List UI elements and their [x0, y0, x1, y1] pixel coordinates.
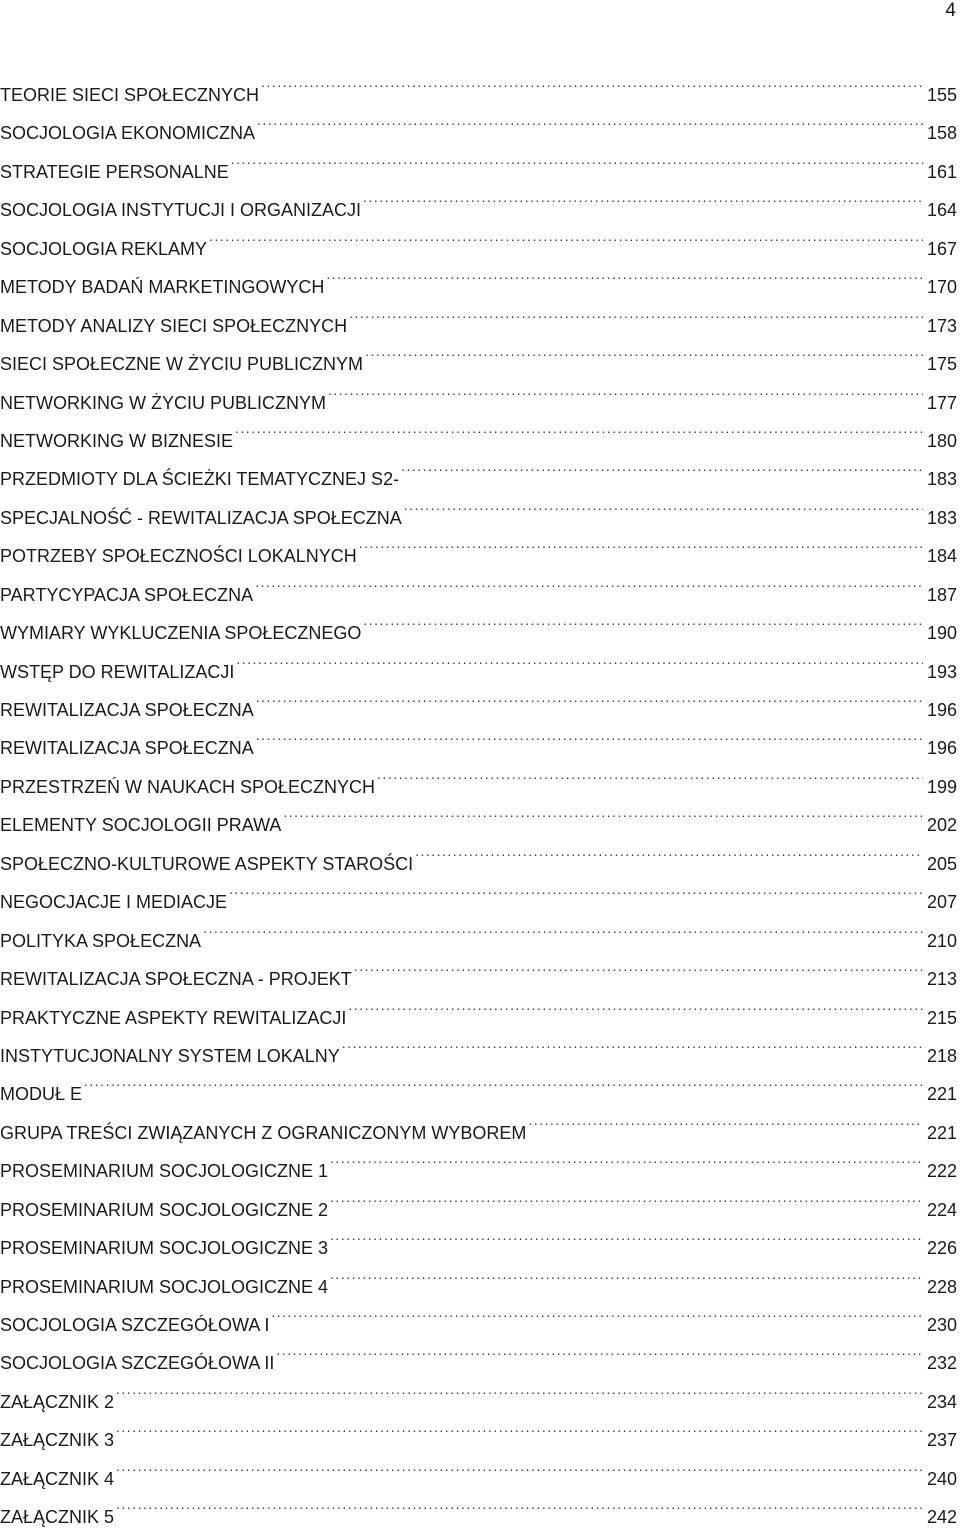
toc-dot-leader	[359, 524, 923, 562]
toc-entry-title: NEGOCJACJE I MEDIACJE	[0, 892, 228, 913]
toc-entry-page: 213	[926, 969, 957, 990]
toc-dot-leader	[404, 486, 923, 524]
toc-entry-page: 175	[926, 354, 957, 375]
toc-entry-title: PROSEMINARIUM SOCJOLOGICZNE 4	[0, 1276, 329, 1297]
toc-entry-title: REWITALIZACJA SPOŁECZNA - PROJEKT	[0, 969, 352, 990]
toc-entry-title: STRATEGIE PERSONALNE	[0, 161, 229, 182]
toc-entry[interactable]	[0, 63, 957, 105]
toc-dot-leader	[261, 63, 923, 101]
toc-entry-title: SOCJOLOGIA EKONOMICZNA	[0, 123, 256, 144]
toc-entry-page: 240	[926, 1468, 957, 1489]
toc-entry-title: POLITYKA SPOŁECZNA	[0, 930, 202, 951]
toc-entry[interactable]	[0, 1485, 957, 1528]
toc-dot-leader	[255, 563, 923, 601]
toc-entry-title: NETWORKING W ŻYCIU PUBLICZNYM	[0, 392, 327, 413]
toc-dot-leader	[348, 986, 923, 1024]
toc-entry-page: 215	[926, 1007, 957, 1028]
toc-dot-leader	[271, 1293, 923, 1331]
toc-dot-leader	[365, 332, 923, 370]
toc-entry-title: POTRZEBY SPOŁECZNOŚCI LOKALNYCH	[0, 546, 357, 567]
toc-entry-title: ZAŁĄCZNIK 2	[0, 1391, 115, 1412]
toc-entry-page: 234	[926, 1391, 957, 1412]
toc-entry-page: 202	[926, 815, 957, 836]
toc-dot-leader	[363, 178, 923, 216]
toc-dot-leader	[330, 1216, 923, 1254]
toc-entry-title: MODUŁ E	[0, 1084, 83, 1105]
toc-dot-leader	[326, 255, 923, 293]
toc-entry-page: 161	[926, 161, 957, 182]
toc-entry[interactable]	[0, 1062, 957, 1105]
toc-entry-title: REWITALIZACJA SPOŁECZNA	[0, 738, 254, 759]
toc-entry-page: 177	[926, 392, 957, 413]
toc-entry-title: METODY ANALIZY SIECI SPOŁECZNYCH	[0, 315, 348, 336]
toc-dot-leader	[283, 793, 923, 831]
toc-entry-page: 183	[926, 469, 957, 490]
toc-dot-leader	[349, 294, 923, 332]
toc-dot-leader	[354, 947, 923, 985]
toc-dot-leader	[116, 1370, 923, 1408]
toc-entry-title: WYMIARY WYKLUCZENIA SPOŁECZNEGO	[0, 623, 362, 644]
toc-entry-title: METODY BADAŃ MARKETINGOWYCH	[0, 277, 325, 298]
toc-entry-page: 242	[926, 1507, 957, 1528]
toc-entry-page: 218	[926, 1045, 957, 1066]
toc-entry-page: 221	[926, 1084, 957, 1105]
toc-entry[interactable]	[0, 1408, 957, 1451]
toc-entry-page: 155	[926, 85, 957, 105]
toc-entry-page: 170	[926, 277, 957, 298]
toc-entry-title: SIECI SPOŁECZNE W ŻYCIU PUBLICZNYM	[0, 354, 364, 375]
toc-entry-page: 180	[926, 430, 957, 451]
toc-entry-title: GRUPA TREŚCI ZWIĄZANYCH Z OGRANICZONYM WYBOREM	[0, 1122, 527, 1143]
toc-entry-page: 193	[926, 661, 957, 682]
toc-dot-leader	[528, 1101, 923, 1139]
toc-entry-title: PARTYCYPACJA SPOŁECZNA	[0, 584, 254, 605]
toc-entry-title: ELEMENTY SOCJOLOGII PRAWA	[0, 815, 282, 836]
toc-dot-leader	[229, 870, 923, 908]
toc-dot-leader	[84, 1062, 923, 1100]
toc-dot-leader	[401, 447, 923, 485]
toc-entry-page: 228	[926, 1276, 957, 1297]
toc-dot-leader	[415, 832, 923, 870]
toc-dot-leader	[257, 101, 923, 139]
toc-entry[interactable]	[0, 1447, 957, 1489]
toc-entry-title: WSTĘP DO REWITALIZACJI	[0, 661, 235, 682]
toc-entry-page: 226	[926, 1238, 957, 1259]
toc-entry-page: 187	[926, 584, 957, 605]
toc-entry-page: 237	[926, 1430, 957, 1451]
toc-entry-page: 222	[926, 1161, 957, 1182]
toc-dot-leader	[330, 1255, 923, 1293]
toc-dot-leader	[236, 640, 923, 678]
toc-dot-leader	[328, 371, 923, 409]
toc-entry-title: SPECJALNOŚĆ - REWITALIZACJA SPOŁECZNA	[0, 507, 402, 528]
toc-dot-leader	[342, 1024, 923, 1062]
toc-dot-leader	[231, 140, 923, 178]
toc-dot-leader	[276, 1331, 923, 1369]
toc-dot-leader	[330, 1178, 923, 1216]
toc-dot-leader	[363, 601, 923, 639]
toc-entry-title: SOCJOLOGIA SZCZEGÓŁOWA II	[0, 1353, 275, 1374]
toc-dot-leader	[116, 1447, 923, 1485]
toc-entry-title: ZAŁĄCZNIK 4	[0, 1468, 115, 1489]
toc-entry-page: 184	[926, 546, 957, 567]
toc-dot-leader	[203, 909, 923, 947]
toc-entry-title: PRZEDMIOTY DLA ŚCIEŻKI TEMATYCZNEJ S2-	[0, 469, 400, 490]
page-number: 4	[945, 0, 956, 21]
toc-entry-title: SPOŁECZNO-KULTUROWE ASPEKTY STAROŚCI	[0, 853, 414, 874]
toc-dot-leader	[116, 1485, 923, 1523]
toc-entry-page: 205	[926, 853, 957, 874]
toc-entry-page: 230	[926, 1315, 957, 1335]
toc-dot-leader	[116, 1408, 923, 1446]
toc-entry-title: INSTYTUCJONALNY SYSTEM LOKALNY	[0, 1045, 340, 1066]
toc-entry-title: ZAŁĄCZNIK 3	[0, 1430, 115, 1451]
toc-entry-title: REWITALIZACJA SPOŁECZNA	[0, 700, 254, 720]
toc-entry-page: 199	[926, 776, 957, 797]
toc-entry-title: PROSEMINARIUM SOCJOLOGICZNE 1	[0, 1161, 329, 1182]
toc-dot-leader	[256, 716, 923, 754]
toc-entry-page: 196	[926, 738, 957, 759]
toc-dot-leader	[235, 409, 923, 447]
toc-entry-title: PROSEMINARIUM SOCJOLOGICZNE 2	[0, 1199, 329, 1220]
toc-entry-page: 232	[926, 1353, 957, 1374]
toc-dot-leader	[377, 755, 923, 793]
toc-entry-title: TEORIE SIECI SPOŁECZNYCH	[0, 85, 260, 105]
toc-entry-title: PRZESTRZEŃ W NAUKACH SPOŁECZNYCH	[0, 776, 376, 797]
toc-entry-title: PROSEMINARIUM SOCJOLOGICZNE 3	[0, 1238, 329, 1259]
toc-entry[interactable]	[0, 1101, 957, 1143]
table-of-contents	[0, 63, 957, 1528]
toc-entry-page: 210	[926, 930, 957, 951]
toc-entry[interactable]	[0, 1370, 957, 1412]
toc-entry-page: 158	[926, 123, 957, 144]
toc-entry-title: NETWORKING W BIZNESIE	[0, 430, 234, 451]
toc-entry-title: SOCJOLOGIA REKLAMY	[0, 238, 208, 259]
toc-entry-page: 221	[926, 1122, 957, 1143]
toc-dot-leader	[209, 217, 923, 255]
toc-entry-page: 164	[926, 200, 957, 221]
toc-entry-page: 190	[926, 623, 957, 644]
toc-entry-title: ZAŁĄCZNIK 5	[0, 1507, 115, 1528]
toc-entry-page: 207	[926, 892, 957, 913]
toc-dot-leader	[256, 678, 923, 716]
toc-dot-leader	[330, 1139, 923, 1177]
toc-entry-page: 173	[926, 315, 957, 336]
toc-entry-page: 224	[926, 1199, 957, 1220]
toc-entry-title: SOCJOLOGIA INSTYTUCJI I ORGANIZACJI	[0, 200, 362, 221]
toc-entry-page: 183	[926, 507, 957, 528]
toc-entry-page: 167	[926, 238, 957, 259]
toc-entry-title: PRAKTYCZNE ASPEKTY REWITALIZACJI	[0, 1007, 347, 1028]
toc-entry-title: SOCJOLOGIA SZCZEGÓŁOWA I	[0, 1315, 270, 1335]
toc-entry-page: 196	[926, 700, 957, 720]
